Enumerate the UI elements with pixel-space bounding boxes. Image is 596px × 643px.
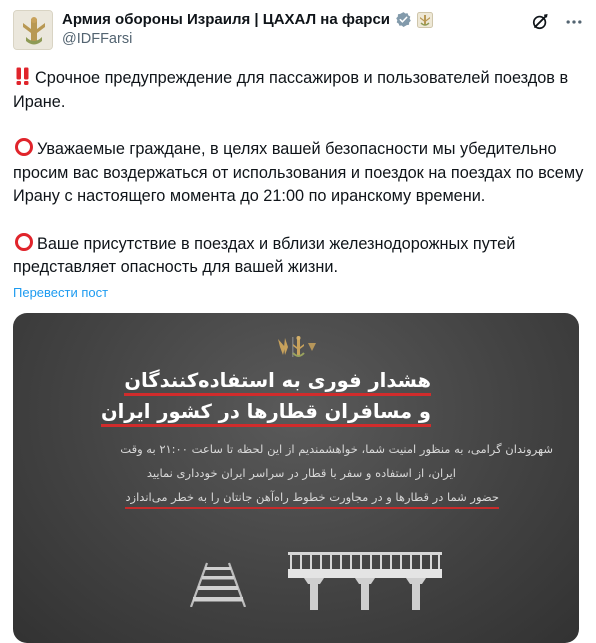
verified-badge-icon [395,11,412,28]
more-options-icon[interactable] [564,12,584,32]
handle[interactable]: @IDFFarsi [62,31,133,47]
paragraph-text: Срочное предупреждение для пассажиров и пользователей поездов в Иране. [13,69,569,111]
paragraph-appeal [13,137,588,209]
title-underline [124,393,431,396]
railway-tracks-icon [183,561,253,607]
grok-icon[interactable] [530,12,550,32]
idf-logo-icon [14,11,53,50]
header-actions [530,12,584,32]
image-title-line2: و مسافران قطارها در کشور ایران [101,400,431,423]
post-image[interactable] [13,313,579,643]
display-name[interactable]: Армия обороны Израиля | ЦАХАЛ на фарси [62,11,391,28]
title-underline [101,424,431,427]
name-row [62,11,433,28]
idf-emblem-icon[interactable] [417,12,433,28]
body-underline [125,507,499,509]
image-body-line2: ایران، از استفاده و سفر با قطار در سراسر ایران خودداری نمایید [146,466,456,480]
post-header [13,10,584,52]
avatar[interactable] [13,10,53,50]
image-title-line1: هشدار فوری به استفاده‌کنندگان [124,369,431,392]
paragraph-urgent-warning [13,66,588,114]
idf-emblem-icon [276,335,318,359]
paragraph-text: Ваше присутствие в поездах и вблизи железнодорожных путей представляет опасность для вашей жизни. [13,234,516,276]
red-circle-icon [13,232,35,252]
post-text [13,66,588,303]
image-body-line1: شهروندان گرامی، به منظور امنیت شما، خواهشمندیم از این لحظه تا ساعت ۲۱:۰۰ به وقت [120,442,553,456]
paragraph-danger [13,232,588,280]
translate-post-link[interactable]: Перевести пост [13,285,109,300]
double-exclamation-icon [13,66,33,86]
image-body-line3: حضور شما در قطارها و در مجاورت خطوط راه‌آهن جانتان را به خطر می‌اندازد [125,490,499,504]
red-circle-icon [13,137,35,157]
railway-bridge-icon [286,550,444,610]
paragraph-text: Уважаемые граждане, в целях вашей безопасности мы убедительно просим вас воздержаться от использования и поездок на поездах по всему Ирану с настоящего момента до 21:00 по иранскому времени. [13,140,584,205]
